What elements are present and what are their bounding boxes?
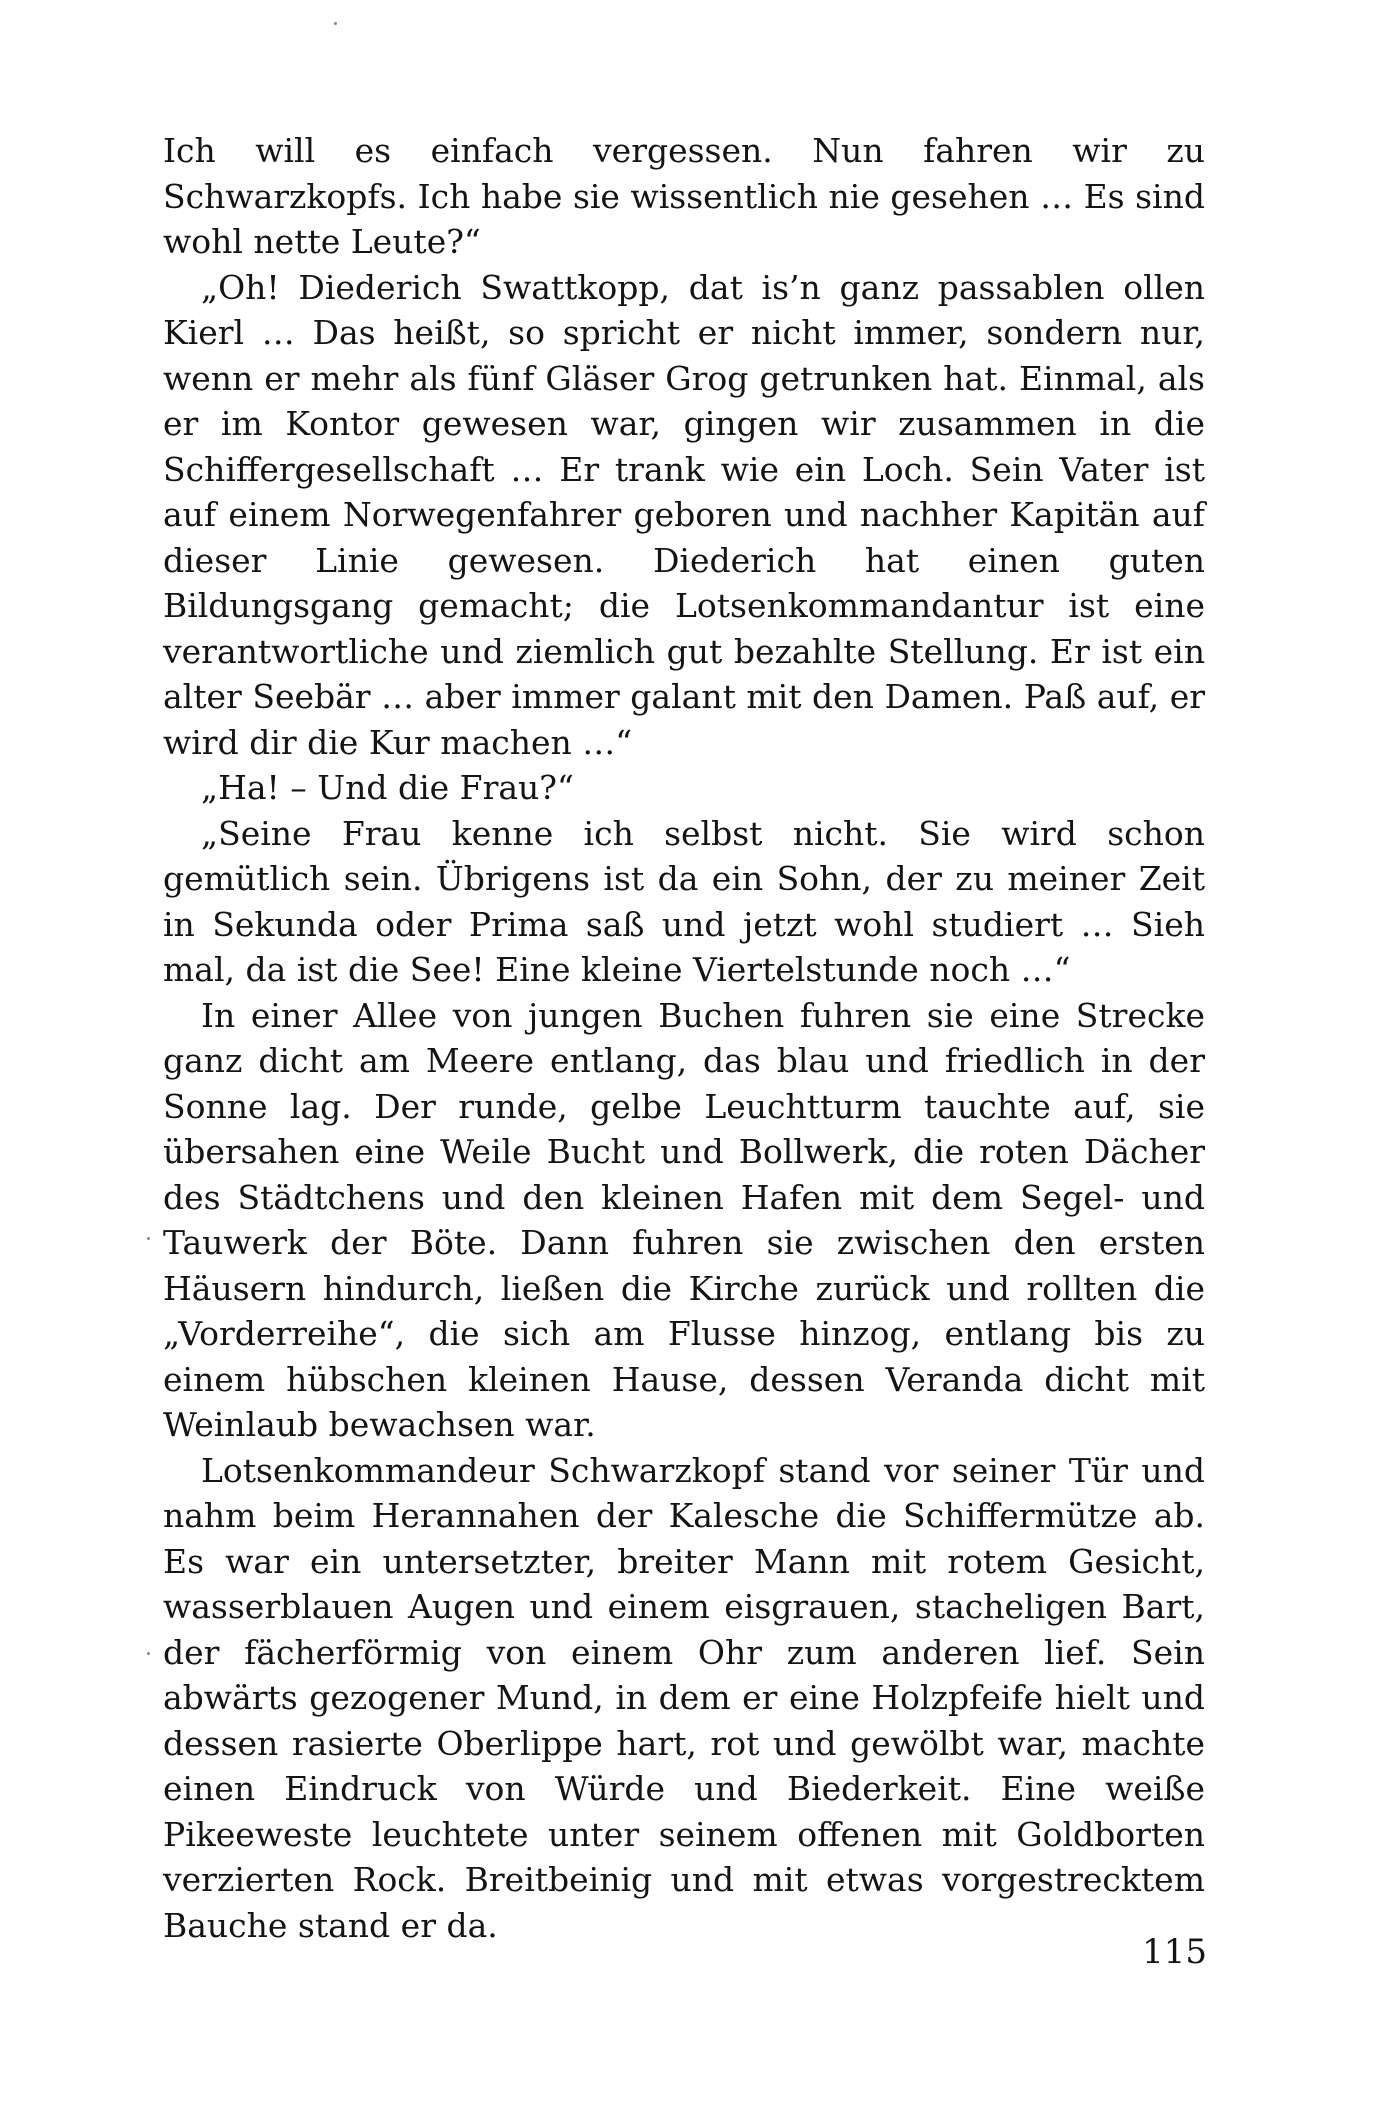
paragraph: „Seine Frau kenne ich selbst nicht. Sie wird schon gemütlich sein. Übrigens ist da ein Sohn, der zu meiner Zeit in Sekunda oder Prima saß und jetzt wohl studiert … Sieh mal, da ist die See! Eine kleine Viertelstunde noch …“ [163,813,1205,989]
scan-mark [147,1652,150,1655]
scan-mark [334,22,337,25]
paragraph: „Oh! Diederich Swattkopp, dat is’n ganz passablen ollen Kierl … Das heißt, so spricht er nicht immer, sondern nur, wenn er mehr als fünf Gläser Grog getrunken hat. Einmal, als er im Kontor gewesen war, gingen wir zusammen in die Schiffergesellschaft … Er trank wie ein Loch. Sein Vater ist auf einem Norwegenfahrer geboren und nachher Kapitän auf dieser Linie gewesen. Diederich hat einen guten Bildungsgang gemacht; die Lotsenkommandantur ist eine verantwortliche und ziemlich gut bezahlte Stellung. Er ist ein alter Seebär … aber immer galant mit den Damen. Paß auf, er wird dir die Kur machen …“ [163,267,1205,762]
paragraph: Lotsenkommandeur Schwarzkopf stand vor seiner Tür und nahm beim Herannahen der Kalesche die Schiffermütze ab. Es war ein untersetzter, breiter Mann mit rotem Gesicht, wasserblauen Augen und einem eisgrauen, stacheligen Bart, der fächerförmig von einem Ohr zum anderen lief. Sein abwärts gezogener Mund, in dem er eine Holzpfeife hielt und dessen rasierte Oberlippe hart, rot und gewölbt war, machte einen Eindruck von Würde und Biederkeit. Eine weiße Pikeeweste leuchtete unter seinem offenen mit Goldborten verzierten Rock. Breitbeinig und mit etwas vorgestrecktem Bauche stand er da. [163,1450,1205,1945]
paragraph: „Ha! – Und die Frau?“ [201,768,574,807]
body-text [163,128,1205,1948]
scan-mark [147,1237,150,1240]
page-number: 115 [1142,1932,1207,1972]
paragraph: In einer Allee von jungen Buchen fuhren sie eine Strecke ganz dicht am Meere entlang, das blau und friedlich in der Sonne lag. Der runde, gelbe Leuchtturm tauchte auf, sie übersahen eine Weile Bucht und Bollwerk, die roten Dächer des Städtchens und den kleinen Hafen mit dem Segel- und Tauwerk der Böte. Dann fuhren sie zwischen den ersten Häusern hindurch, ließen die Kirche zurück und rollten die „Vorderreihe“, die sich am Flusse hinzog, entlang bis zu einem hübschen kleinen Hause, dessen Veranda dicht mit Weinlaub bewachsen war. [163,995,1205,1444]
paragraph: Ich will es einfach vergessen. Nun fahren wir zu Schwarzkopfs. Ich habe sie wissentlich nie gesehen … Es sind wohl nette Leute?“ [163,131,1205,261]
